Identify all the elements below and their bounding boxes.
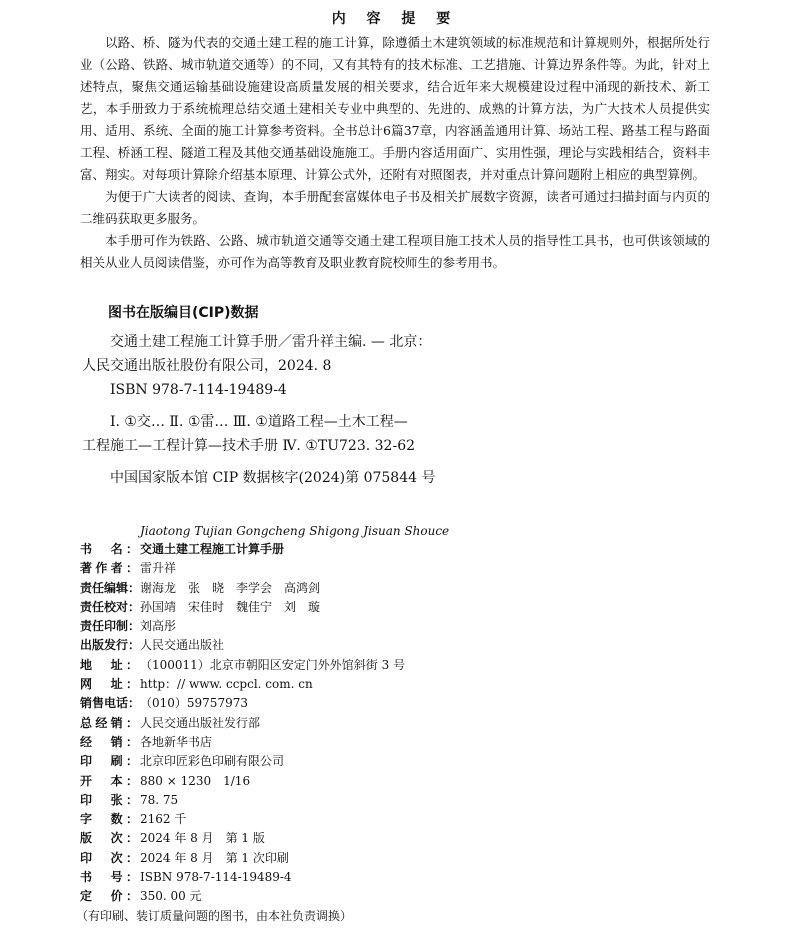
cip-title-line: 交通土建工程施工计算手册／雷升祥主编. — 北京： [110, 334, 432, 350]
colophon-label: 印 张： [80, 792, 138, 807]
colophon-label: 责任编辑： [80, 580, 141, 595]
colophon-row [80, 733, 720, 752]
colophon-label: 经 销： [80, 734, 138, 749]
colophon-label: 责任印制： [80, 619, 141, 634]
colophon-label: 印 刷： [80, 754, 138, 769]
colophon [76, 540, 720, 926]
colophon-label: 网 址： [80, 677, 138, 692]
colophon-label: 定 价： [80, 889, 138, 904]
cip-record-number: 中国国家版本馆 CIP 数据核字(2024)第 075844 号 [110, 470, 436, 486]
colophon-row [80, 656, 720, 675]
cip-publisher-line: 人民交通出版社股份有限公司，2024. 8 [82, 358, 332, 374]
colophon-row [80, 868, 720, 887]
colophon-label: 书 号： [80, 870, 138, 885]
colophon-value: 2024 年 8 月 第 1 次印刷 [140, 850, 289, 865]
colophon-row [80, 791, 720, 810]
colophon-label: 开 本： [80, 773, 138, 788]
colophon-value: 刘高彤 [140, 619, 177, 634]
colophon-value: 各地新华书店 [140, 734, 213, 749]
colophon-value: 2024 年 8 月 第 1 版 [140, 831, 265, 846]
colophon-label: 销售电话： [80, 696, 141, 711]
summary-heading: 内 容 提 要 [331, 11, 459, 27]
colophon-row [80, 752, 720, 771]
summary-paragraph-3: 本手册可作为铁路、公路、城市轨道交通等交通土建工程项目施工技术人员的指导性工具书，也可供该领域的相关从业人员阅读借鉴，亦可作为高等教育及职业教育院校师生的参考用书。 [80, 233, 710, 270]
colophon-value: 北京印匠彩色印刷有限公司 [140, 754, 285, 769]
colophon-row [80, 772, 720, 791]
colophon-value: 孙国靖 宋佳时 魏佳宁 刘 璇 [140, 599, 321, 614]
colophon-row [80, 887, 720, 906]
colophon-row [80, 579, 720, 598]
colophon-value: （010）59757973 [140, 696, 248, 711]
colophon-note: （有印刷、装订质量问题的图书，由本社负责调换） [76, 908, 353, 923]
colophon-row [80, 694, 720, 713]
colophon-row [80, 849, 720, 868]
cip-heading: 图书在版编目(CIP)数据 [108, 305, 259, 321]
colophon-row [80, 810, 720, 829]
colophon-value: 880 × 1230 1/16 [140, 773, 251, 788]
colophon-label: 书 名： [80, 542, 138, 556]
colophon-label: 著作者： [80, 561, 138, 576]
cip-isbn-line: ISBN 978-7-114-19489-4 [110, 382, 287, 398]
colophon-value: 雷升祥 [140, 561, 177, 576]
colophon-label: 出版发行： [80, 638, 141, 653]
summary-body [80, 32, 710, 274]
colophon-row [80, 559, 720, 578]
colophon-label: 字 数： [80, 812, 138, 827]
colophon-label: 责任校对： [80, 599, 141, 614]
colophon-value: 350. 00 元 [140, 889, 202, 904]
colophon-value: 人民交通出版社发行部 [140, 715, 261, 730]
colophon-value: ISBN 978-7-114-19489-4 [140, 870, 292, 885]
colophon-label: 地 址： [80, 657, 138, 672]
colophon-row [80, 598, 720, 617]
cip-classification-line-2: 工程施工—工程计算—技术手册 Ⅳ. ①TU723. 32-62 [82, 438, 416, 454]
colophon-row [80, 540, 720, 559]
colophon-value: 78. 75 [140, 792, 179, 807]
cip-block [82, 330, 682, 490]
colophon-value: 谢海龙 张 晓 李学会 高鸿剑 [140, 580, 321, 595]
summary-paragraph-1: 以路、桥、隧为代表的交通土建工程的施工计算，除遵循土木建筑领域的标准规范和计算规则外，根据所处行业（公路、铁路、城市轨道交通等）的不同，又有其特有的技术标准、工艺措施、计算边界条件等。为此，针对上述特点，聚焦交通运输基础设施建设高质量发展的相关要求，结合近年来大规模建设过程中涌现的新技术、新工艺，本手册致力于系统梳理总结交通土建相关专业中典型的、先进的、成熟的计算方法，为广大技术人员提供实用、适用、系统、全面的施工计算参考资料。全书总计6篇37章，内容涵盖通用计算、场站工程、路基工程与路面工程、桥涵工程、隧道工程及其他交通基础设施施工。手册内容适用面广、实用性强，理论与实践相结合，资料丰富、翔实。对每项计算除介绍基本原理、计算公式外，还附有对照图表，并对重点计算问题附上相应的典型算例。 [80, 35, 710, 182]
cip-classification-line-1: Ⅰ. ①交… Ⅱ. ①雷… Ⅲ. ①道路工程—土木工程— [110, 414, 408, 430]
colophon-row [80, 675, 720, 694]
colophon-label: 总经销： [80, 715, 138, 730]
colophon-value: 交通土建工程施工计算手册 [140, 542, 285, 556]
pinyin-title: Jiaotong Tujian Gongcheng Shigong Jisuan Shouce [140, 524, 450, 538]
colophon-value: 2162 千 [140, 812, 187, 827]
summary-paragraph-2: 为便于广大读者的阅读、查询，本手册配套富媒体电子书及相关扩展数字资源，读者可通过扫描封面与内页的二维码获取更多服务。 [80, 189, 710, 226]
colophon-value: http：// www. ccpcl. com. cn [140, 677, 313, 692]
colophon-row [80, 636, 720, 655]
colophon-value: 人民交通出版社 [140, 638, 225, 653]
colophon-row [80, 829, 720, 848]
colophon-row [80, 617, 720, 636]
colophon-row [80, 714, 720, 733]
colophon-value: （100011）北京市朝阳区安定门外外馆斜街 3 号 [140, 657, 406, 672]
colophon-label: 版 次： [80, 831, 138, 846]
colophon-label: 印 次： [80, 850, 138, 865]
